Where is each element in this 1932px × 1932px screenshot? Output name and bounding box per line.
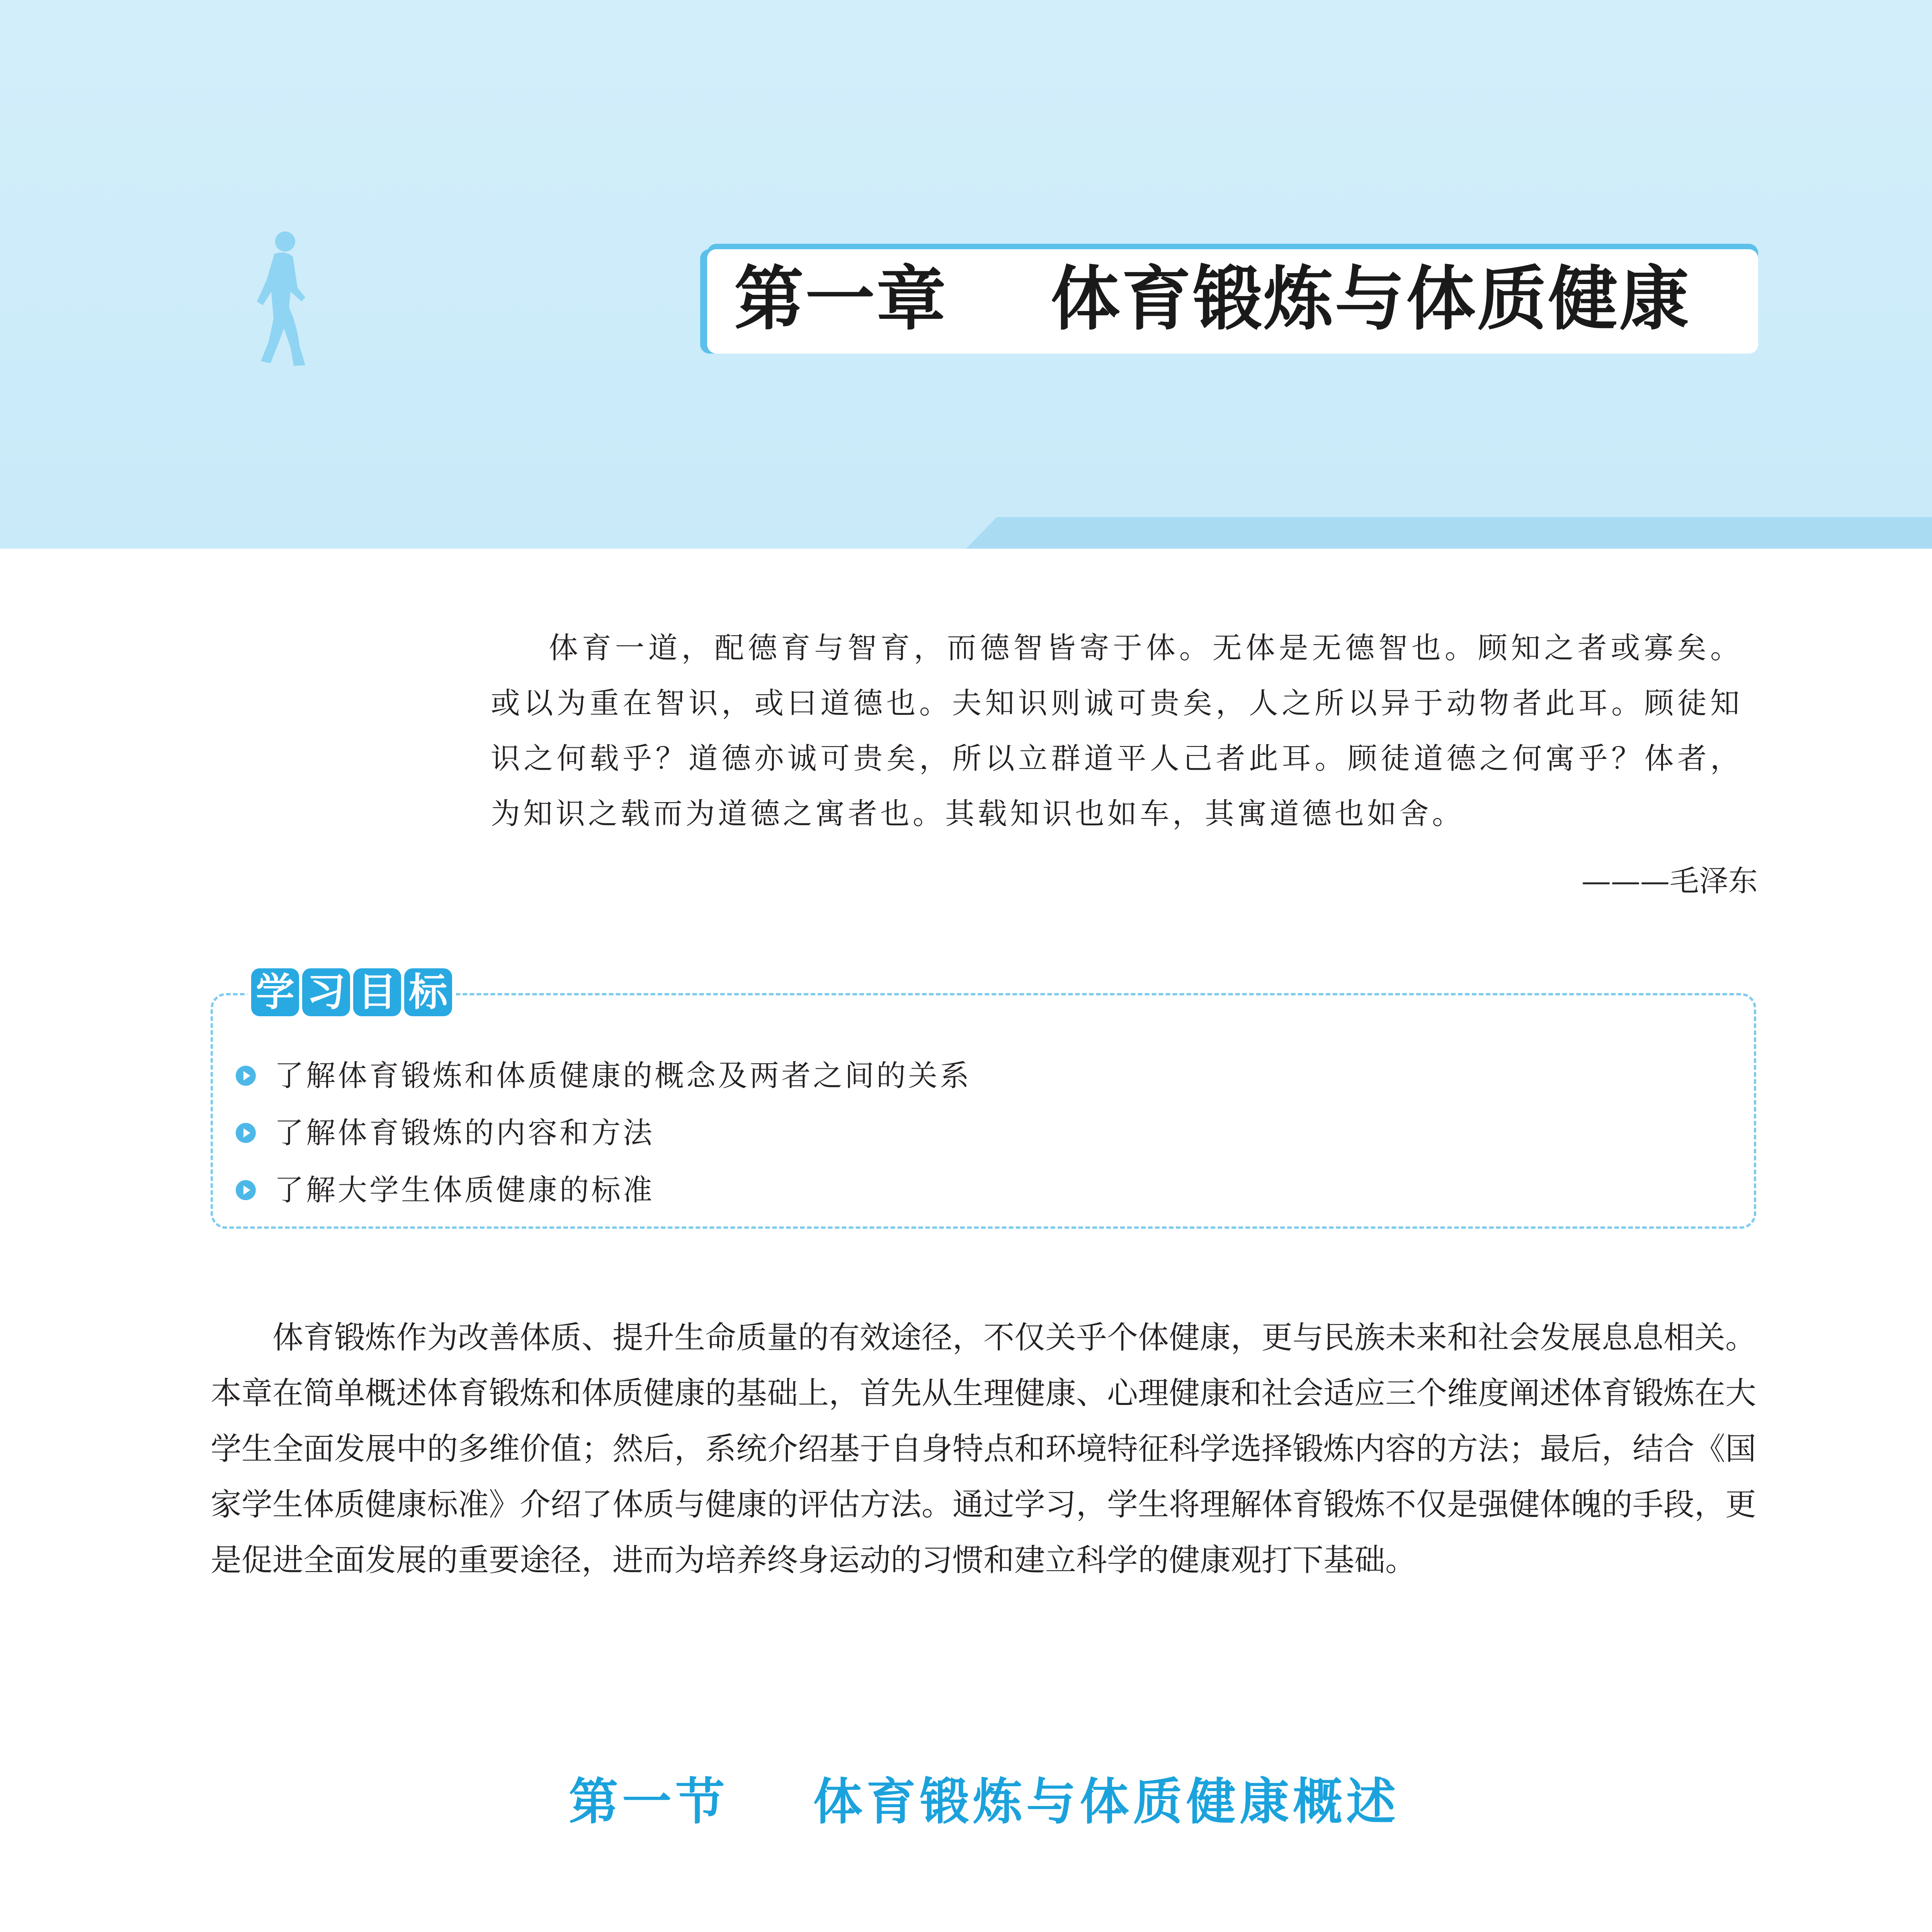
header-stripe xyxy=(966,517,1932,549)
section-title: 第一节 体育锻炼与体质健康概述 xyxy=(568,1773,1400,1831)
objective-item xyxy=(236,1104,971,1162)
chapter-title: 第一章 体育锻炼与体质健康 xyxy=(734,259,1690,340)
objective-item xyxy=(236,1162,971,1219)
objective-text: 了解体育锻炼的内容和方法 xyxy=(274,1116,655,1150)
learning-objectives-badge xyxy=(247,965,456,1019)
badge-char: 目 xyxy=(353,968,401,1016)
badge-char: 习 xyxy=(302,968,350,1016)
objectives-list xyxy=(236,1047,971,1219)
quote-author: ———毛泽东 xyxy=(1582,864,1758,898)
chapter-intro xyxy=(211,1310,1756,1588)
intro-paragraph: 体育锻炼作为改善体质、提升生命质量的有效途径，不仅关乎个体健康，更与民族未来和社会发展息息相关。本章在简单概述体育锻炼和体质健康的基础上，首先从生理健康、心理健康和社会适应三个维度阐述体育锻炼在大学生全面发展中的多维价值；然后，系统介绍基于自身特点和环境特征科学选择锻炼内容的方法；最后，结合《国家学生体质健康标准》介绍了体质与健康的评估方法。通过学习，学生将理解体育锻炼不仅是强健体魄的手段，更是促进全面发展的重要途径，进而为培养终身运动的习惯和建立科学的健康观打下基础。 xyxy=(211,1320,1756,1578)
runner-icon xyxy=(247,230,313,373)
play-bullet-icon xyxy=(236,1066,256,1086)
objective-text: 了解大学生体质健康的标准 xyxy=(274,1173,655,1207)
badge-char: 标 xyxy=(404,968,452,1016)
objective-text: 了解体育锻炼和体质健康的概念及两者之间的关系 xyxy=(274,1058,971,1093)
quote-text: 体育一道，配德育与智育，而德智皆寄于体。无体是无德智也。顾知之者或寡矣。或以为重在智识，或曰道德也。夫知识则诚可贵矣，人之所以异于动物者此耳。顾徒知识之何载乎？道德亦诚可贵矣，所以立群道平人己者此耳。顾徒道德之何寓乎？体者，为知识之载而为道德之寓者也。其载知识也如车，其寓道德也如舍。 xyxy=(491,631,1743,831)
play-bullet-icon xyxy=(236,1180,256,1200)
epigraph-quote xyxy=(491,620,1743,841)
heading-level-1 xyxy=(274,1928,515,1932)
objective-item xyxy=(236,1047,971,1104)
play-bullet-icon xyxy=(236,1123,256,1143)
badge-char: 学 xyxy=(251,968,299,1016)
